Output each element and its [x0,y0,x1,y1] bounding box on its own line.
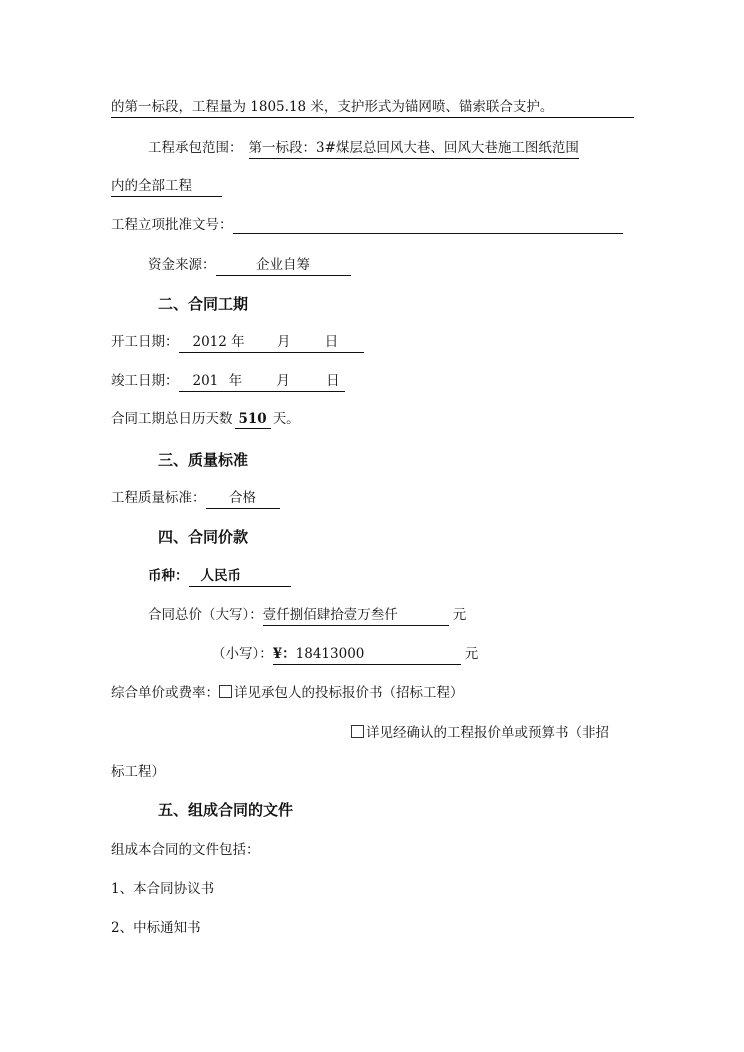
unit-price-row: 综合单价或费率： 详见承包人的投标报价书（招标工程） [111,685,464,701]
price-lower-value: ¥：18413000 [273,645,461,665]
currency-value: 人民币 [189,567,291,587]
section2-title: 二、合同工期 [158,295,249,313]
end-date-row: 竣工日期： 201 年 月 日 [111,372,345,392]
price-lower-row: （小写）：¥：18413000 元 [212,645,478,665]
end-date-field: 201 年 月 日 [179,372,345,392]
quality-row: 工程质量标准： 合格 [111,489,280,509]
unit-price-option2-cont: 标工程） [111,764,165,780]
price-upper-row: 合同总价（大写）：壹仟捌佰肆拾壹万叁仟 元 [148,606,466,626]
duration-days: 510 [235,410,271,429]
section4-title: 四、合同价款 [158,528,249,546]
scope-row-cont: 内的全部工程 [111,177,222,197]
section3-title: 三、质量标准 [158,451,249,469]
quality-value: 合格 [206,489,280,509]
approval-row: 工程立项批准文号： [111,216,623,234]
start-date-row: 开工日期： 2012 年 月 日 [111,333,364,353]
scope-row [148,139,579,159]
duration-row: 合同工期总日历天数 510 天。 [111,411,300,427]
scope-value: 第一标段：3#煤层总回风大巷、回风大巷施工图纸范围 [249,139,579,159]
currency-row: 币种： 人民币 [148,567,291,587]
docs-intro: 组成本合同的文件包括： [111,842,260,858]
doc-item: 2、中标通知书 [111,920,201,936]
scope-label: 工程承包范围： [148,140,243,156]
checkbox-bid[interactable] [219,685,232,698]
top-line: 的第一标段，工程量为 1805.18 米，支护形式为锚网喷、锚索联合支护。 [111,98,634,118]
doc-item: 1、本合同协议书 [111,881,215,897]
price-upper-value: 壹仟捌佰肆拾壹万叁仟 [263,606,449,626]
approval-field [233,216,623,234]
funding-value: 企业自筹 [216,256,351,276]
funding-row: 资金来源： 企业自筹 [148,256,351,276]
unit-price-option2: 详见经确认的工程报价单或预算书（非招 [351,724,609,742]
checkbox-non-bid[interactable] [351,725,364,738]
start-date-field: 2012 年 月 日 [179,333,364,353]
section5-title: 五、组成合同的文件 [158,801,294,819]
